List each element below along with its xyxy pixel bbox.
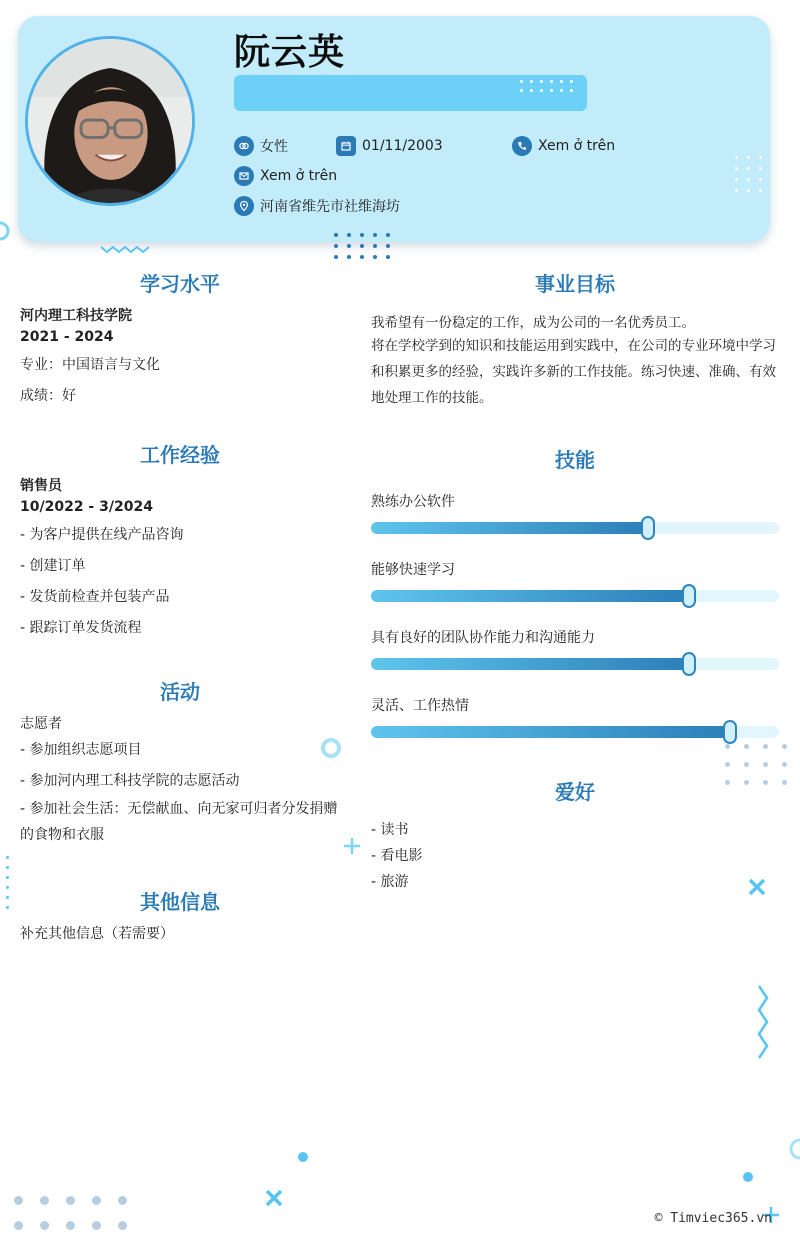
skill-bar-knob: [682, 652, 696, 676]
experience-item: - 发货前检查并包装产品: [20, 589, 170, 605]
activities-title: 活动: [160, 680, 200, 704]
decor-dot-grid: [14, 1196, 127, 1230]
hobby-item: - 旅游: [371, 874, 409, 890]
birthdate-value: 01/11/2003: [362, 138, 443, 154]
experience-item: - 创建订单: [20, 558, 86, 574]
decor-cross: [264, 1188, 284, 1208]
other-info-title: 其他信息: [140, 890, 220, 914]
skill-bar-fill: [371, 590, 689, 602]
skill-bar: [371, 726, 779, 738]
skill-bar-fill: [371, 522, 648, 534]
skill-name: 具有良好的团队协作能力和沟通能力: [371, 630, 595, 646]
activities-item: - 参加组织志愿项目: [20, 742, 142, 758]
decor-dot-grid: [334, 233, 390, 259]
activities-role: 志愿者: [20, 716, 62, 732]
skill-name: 熟练办公软件: [371, 494, 455, 510]
decor-dot-grid: [725, 744, 787, 785]
experience-title: 工作经验: [140, 443, 220, 467]
skill-bar-knob: [641, 516, 655, 540]
decor-cross: [747, 877, 767, 897]
activities-item: - 参加社会生活：无偿献血、向无家可归者分发捐赠的食物和衣服: [20, 801, 338, 843]
education-school: 河内理工科技学院: [20, 308, 132, 324]
decor-wave: [100, 244, 154, 254]
skill-bar: [371, 658, 779, 670]
skill-bar-fill: [371, 658, 689, 670]
decor-dot: [297, 1151, 309, 1163]
skill-bar: [371, 590, 779, 602]
address-field: [234, 196, 400, 216]
candidate-name: 阮云英: [234, 32, 346, 73]
other-info-text: 补充其他信息（若需要）: [20, 926, 174, 942]
phone-value: Xem ở trên: [538, 138, 616, 154]
skill-name: 能够快速学习: [371, 562, 455, 578]
decor-dot-grid: [735, 156, 762, 192]
skill-bar-knob: [723, 720, 737, 744]
decor-dot: [742, 1171, 754, 1183]
profile-photo: [25, 36, 195, 206]
education-title: 学习水平: [140, 272, 220, 296]
email-field: [234, 166, 337, 186]
objective-paragraph: 将在学校学到的知识和技能运用到实践中，在公司的专业环境中学习和积累更多的经验，实践许多新的工作技能。练习快速、准确、有效地处理工作的技能。: [371, 338, 776, 406]
hobbies-title: 爱好: [555, 780, 595, 804]
education-grade: 成绩：好: [20, 388, 76, 404]
skill-name: 灵活、工作热情: [371, 698, 469, 714]
objective-line: 我希望有一份稳定的工作，成为公司的一名优秀员工。: [371, 315, 695, 331]
hobby-item: - 看电影: [371, 848, 423, 864]
activities-item: - 参加河内理工科技学院的志愿活动: [20, 773, 240, 789]
decor-half-circle: [782, 1138, 800, 1160]
location-pin-icon: [234, 196, 254, 216]
decor-zigzag: [756, 985, 770, 1059]
birthdate-field: [336, 136, 443, 156]
phone-icon: [512, 136, 532, 156]
calendar-icon: [336, 136, 356, 156]
address-value: 河南省维先市社维海坊: [260, 199, 400, 215]
portrait-image: [28, 39, 192, 203]
objective-title: 事业目标: [535, 272, 615, 296]
education-major: 专业：中国语言与文化: [20, 357, 160, 373]
email-value: Xem ở trên: [260, 168, 338, 184]
skill-bar: [371, 522, 779, 534]
footer-copyright: © Timviec365.vn: [654, 1211, 772, 1226]
experience-item: - 为客户提供在线产品咨询: [20, 527, 184, 543]
experience-item: - 跟踪订单发货流程: [20, 620, 142, 636]
decor-dot-grid: [520, 80, 573, 92]
education-period: 2021 - 2024: [20, 329, 114, 345]
decor-ring: [320, 737, 342, 759]
hobby-item: - 读书: [371, 822, 409, 838]
email-icon: [234, 166, 254, 186]
gender-field: [234, 136, 288, 156]
skill-bar-fill: [371, 726, 730, 738]
decor-plus: [343, 837, 361, 855]
skills-title: 技能: [555, 448, 595, 472]
skill-bar-knob: [682, 584, 696, 608]
gender-icon: [234, 136, 254, 156]
experience-position: 销售员: [20, 478, 62, 494]
experience-period: 10/2022 - 3/2024: [20, 499, 153, 515]
gender-value: 女性: [260, 139, 288, 155]
decor-half-circle: [0, 221, 12, 241]
phone-field: [512, 136, 615, 156]
decor-dot-line: [6, 856, 9, 909]
